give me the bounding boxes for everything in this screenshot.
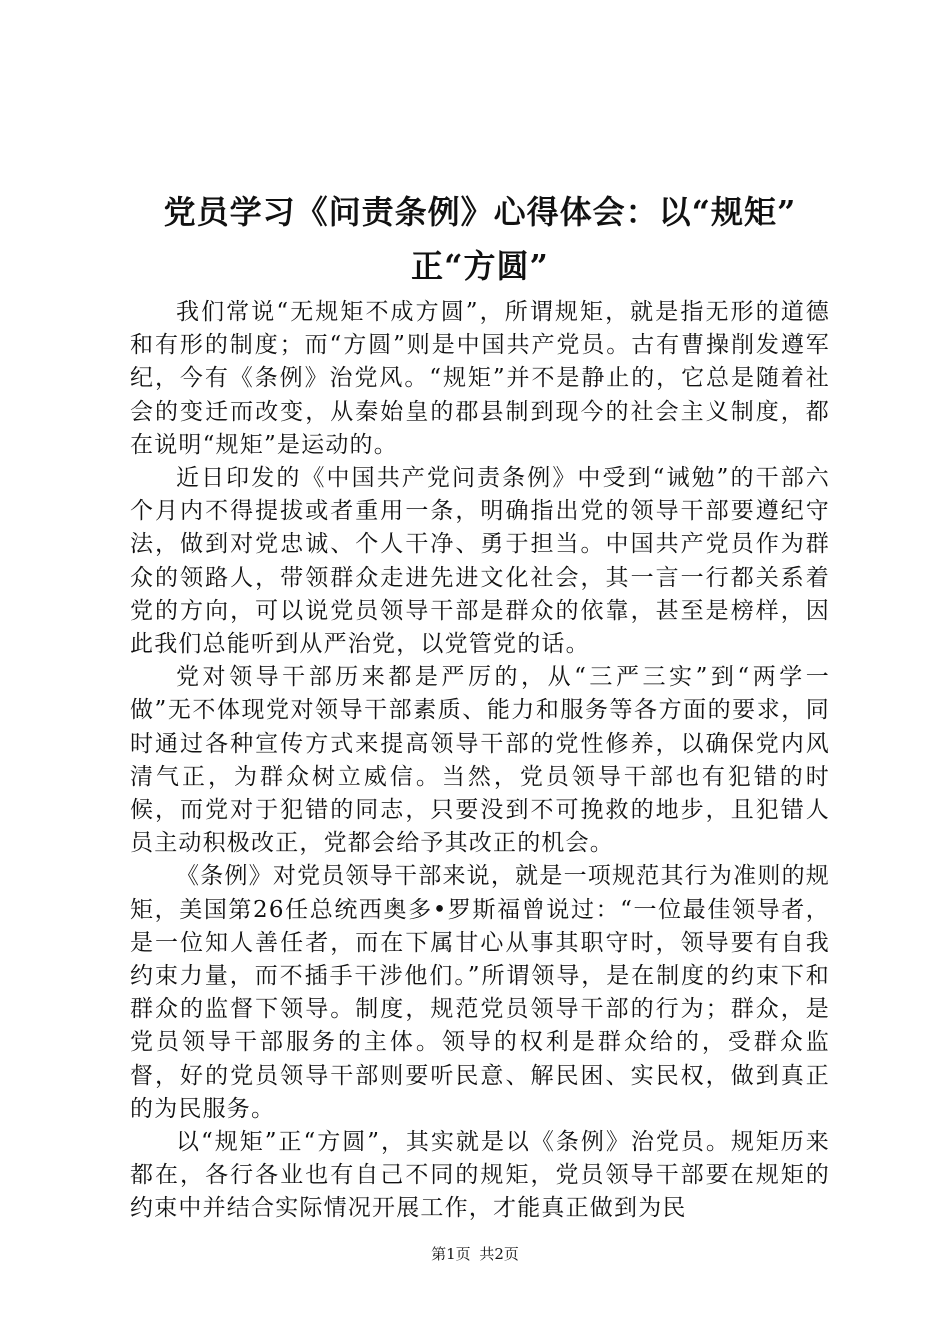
paragraph-1: 我们常说“无规矩不成方圆”，所谓规矩，就是指无形的道德和有形的制度；而“方圆”则是中国共产党员。古有曹操削发遵军纪，今有《条例》治党风。“规矩”并不是静止的，它总是随着社会的变迁而改变，从秦始皇的郡县制到现今的社会主义制度，都在说明“规矩”是运动的。 bbox=[130, 299, 830, 458]
page-total: 共2页 bbox=[479, 1245, 519, 1263]
document-title-line-1: 党员学习《问责条例》心得体会：以“规矩” bbox=[163, 193, 797, 231]
document-body bbox=[130, 296, 830, 1226]
paragraph-5: 以“规矩”正“方圆”，其实就是以《条例》治党员。规矩历来都在，各行各业也有自己不同的规矩，党员领导干部要在规矩的约束中并结合实际情况开展工作，才能真正做到为民 bbox=[130, 1129, 830, 1222]
page-footer bbox=[0, 1244, 950, 1264]
page-number: 第1页 bbox=[431, 1245, 471, 1263]
paragraph-3: 党对领导干部历来都是严厉的，从“三严三实”到“两学一做”无不体现党对领导干部素质、能力和服务等各方面的要求，同时通过各种宣传方式来提高领导干部的党性修养，以确保党内风清气正，为群众树立威信。当然，党员领导干部也有犯错的时候，而党对于犯错的同志，只要没到不可挽救的地步，且犯错人员主动积极改正，党都会给予其改正的机会。 bbox=[130, 664, 830, 857]
paragraph-4: 《条例》对党员领导干部来说，就是一项规范其行为准则的规矩，美国第26任总统西奥多•罗斯福曾说过：“一位最佳领导者，是一位知人善任者，而在下属甘心从事其职守时，领导要有自我约束力量，而不插手干涉他们。”所谓领导，是在制度的约束下和群众的监督下领导。制度，规范党员领导干部的行为；群众，是党员领导干部服务的主体。领导的权利是群众给的，受群众监督，好的党员领导干部则要听民意、解民困、实民权，做到真正的为民服务。 bbox=[130, 863, 830, 1122]
paragraph-2: 近日印发的《中国共产党问责条例》中受到“诫勉”的干部六个月内不得提拔或者重用一条，明确指出党的领导干部要遵纪守法，做到对党忠诚、个人干净、勇于担当。中国共产党员作为群众的领路人，带领群众走进先进文化社会，其一言一行都关系着党的方向，可以说党员领导干部是群众的依靠，甚至是榜样，因此我们总能听到从严治党，以党管党的话。 bbox=[130, 465, 830, 658]
document-title-line-2: 正“方圆” bbox=[411, 247, 549, 285]
